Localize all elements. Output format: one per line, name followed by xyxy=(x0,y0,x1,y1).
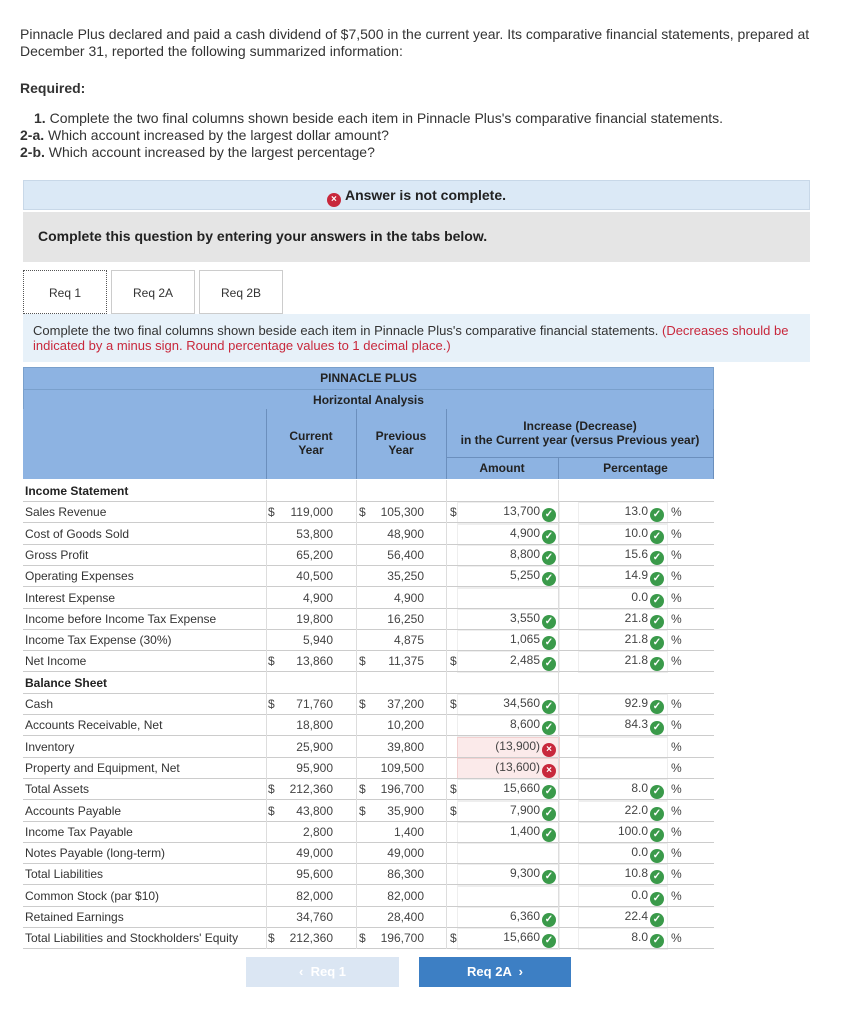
currency-sign: $ xyxy=(450,697,457,711)
amount-value: 4,900 xyxy=(509,526,540,540)
percentage-value: 21.8 xyxy=(624,611,648,625)
table-row xyxy=(23,757,714,778)
chevron-left-icon: ‹ xyxy=(299,964,304,979)
correct-icon: ✓ xyxy=(542,807,556,821)
amount-value: 13,700 xyxy=(503,504,540,518)
current-year-value: 95,600 xyxy=(296,867,333,881)
percent-sign: % xyxy=(671,548,682,562)
previous-year-value: 4,875 xyxy=(393,633,424,647)
percentage-value: 0.0 xyxy=(631,845,648,859)
currency-sign: $ xyxy=(359,505,366,519)
percentage-value: 21.8 xyxy=(624,632,648,646)
amount-value: 1,065 xyxy=(509,632,540,646)
correct-icon: ✓ xyxy=(650,849,664,863)
previous-year-value: 109,500 xyxy=(380,761,424,775)
panel-text: Complete this question by entering your answers in the tabs below. xyxy=(38,228,488,244)
current-year-value: 53,800 xyxy=(296,527,333,541)
currency-sign: $ xyxy=(359,654,366,668)
percentage-value: 10.8 xyxy=(624,866,648,880)
currency-sign: $ xyxy=(268,697,275,711)
banner-text: Answer is not complete. xyxy=(344,187,507,203)
column-divider xyxy=(558,480,559,949)
correct-icon: ✓ xyxy=(650,913,664,927)
previous-year-value: 56,400 xyxy=(387,548,424,562)
intro-text: Pinnacle Plus declared and paid a cash dividend of $7,500 in the current year. Its comparative financial statements, prepared at December 31, reported the following summarized information: xyxy=(20,26,810,59)
percent-sign: % xyxy=(671,846,682,860)
correct-icon: ✓ xyxy=(542,870,556,884)
percentage-value: 8.0 xyxy=(631,781,648,795)
instructions-panel xyxy=(23,212,810,262)
previous-year-value: 28,400 xyxy=(387,910,424,924)
row-label: Accounts Payable xyxy=(25,804,122,818)
currency-sign: $ xyxy=(450,804,457,818)
correct-icon: ✓ xyxy=(650,828,664,842)
currency-sign: $ xyxy=(450,654,457,668)
correct-icon: ✓ xyxy=(542,551,556,565)
amount-value: 15,660 xyxy=(503,930,540,944)
requirement-1: 1. Complete the two final columns shown beside each item in Pinnacle Plus's comparative financial statements. xyxy=(34,110,724,126)
percentage-value: 8.0 xyxy=(631,930,648,944)
amount-input[interactable] xyxy=(457,588,560,610)
row-label: Property and Equipment, Net xyxy=(25,761,180,775)
row-divider xyxy=(23,948,714,949)
current-year-value: 71,760 xyxy=(296,697,333,711)
currency-sign: $ xyxy=(359,931,366,945)
column-divider xyxy=(356,480,357,949)
currency-sign: $ xyxy=(268,804,275,818)
requirements-list xyxy=(20,110,723,161)
table-row xyxy=(23,693,714,714)
percent-sign: % xyxy=(671,591,682,605)
previous-year-value: 37,200 xyxy=(387,697,424,711)
previous-year-value: 10,200 xyxy=(387,718,424,732)
correct-icon: ✓ xyxy=(542,913,556,927)
correct-icon: ✓ xyxy=(650,892,664,906)
table-row xyxy=(23,565,714,586)
correct-icon: ✓ xyxy=(650,721,664,735)
percent-sign: % xyxy=(671,782,682,796)
previous-year-value: 35,900 xyxy=(387,804,424,818)
row-label: Income Statement xyxy=(25,484,129,498)
amount-input[interactable] xyxy=(457,843,560,865)
percentage-value: 13.0 xyxy=(624,504,648,518)
previous-year-value: 35,250 xyxy=(387,569,424,583)
amount-input[interactable] xyxy=(457,886,560,908)
previous-year-value: 105,300 xyxy=(380,505,424,519)
amount-value: 5,250 xyxy=(509,568,540,582)
row-label: Cost of Goods Sold xyxy=(25,527,130,541)
percent-sign: % xyxy=(671,654,682,668)
correct-icon: ✓ xyxy=(650,508,664,522)
row-label: Total Liabilities xyxy=(25,867,104,881)
currency-sign: $ xyxy=(268,505,275,519)
correct-icon: ✓ xyxy=(650,594,664,608)
table-row xyxy=(23,480,714,501)
table-row xyxy=(23,821,714,842)
column-header xyxy=(23,409,714,479)
column-divider xyxy=(266,480,267,949)
currency-sign: $ xyxy=(268,782,275,796)
amount-header: Amount xyxy=(479,461,525,475)
percentage-value: 0.0 xyxy=(631,590,648,604)
prev-button[interactable]: ‹ Req 1 xyxy=(246,957,399,987)
percent-sign: % xyxy=(671,633,682,647)
current-year-value: 5,940 xyxy=(302,633,333,647)
currency-sign: $ xyxy=(359,697,366,711)
percent-sign: % xyxy=(671,889,682,903)
requirement-2a: 2-a. Which account increased by the largest dollar amount? xyxy=(20,127,389,143)
requirement-2b: 2-b. Which account increased by the largest percentage? xyxy=(20,144,375,160)
previous-year-value: 39,800 xyxy=(387,740,424,754)
tab-req-1[interactable]: Req 1 xyxy=(23,270,107,314)
percentage-value: 0.0 xyxy=(631,888,648,902)
correct-icon: ✓ xyxy=(650,785,664,799)
row-label: Interest Expense xyxy=(25,591,116,605)
percent-sign: % xyxy=(671,612,682,626)
current-year-value: 2,800 xyxy=(302,825,333,839)
row-label: Net Income xyxy=(25,654,87,668)
current-year-value: 18,800 xyxy=(296,718,333,732)
current-year-header: Current Year xyxy=(289,429,333,457)
correct-icon: ✓ xyxy=(542,721,556,735)
table-title xyxy=(23,367,714,412)
correct-icon: ✓ xyxy=(650,934,664,948)
table-row xyxy=(23,927,714,948)
table-row xyxy=(23,800,714,821)
correct-icon: ✓ xyxy=(650,551,664,565)
percentage-input[interactable] xyxy=(578,737,668,759)
row-label: Total Assets xyxy=(25,782,90,796)
amount-value: 9,300 xyxy=(509,866,540,880)
amount-value: (13,600) xyxy=(495,760,540,774)
row-label: Accounts Receivable, Net xyxy=(25,718,163,732)
currency-sign: $ xyxy=(359,804,366,818)
percent-sign: % xyxy=(671,761,682,775)
current-year-value: 25,900 xyxy=(296,740,333,754)
table-row xyxy=(23,501,714,522)
correct-icon: ✓ xyxy=(542,636,556,650)
row-label: Inventory xyxy=(25,740,75,754)
correct-icon: ✓ xyxy=(650,807,664,821)
percentage-value: 84.3 xyxy=(624,717,648,731)
current-year-value: 34,760 xyxy=(296,910,333,924)
amount-value: 7,900 xyxy=(509,803,540,817)
amount-value: 2,485 xyxy=(509,653,540,667)
percentage-value: 10.0 xyxy=(624,526,648,540)
percentage-input[interactable] xyxy=(578,758,668,780)
percent-sign: % xyxy=(671,527,682,541)
row-label: Income before Income Tax Expense xyxy=(25,612,217,626)
previous-year-value: 48,900 xyxy=(387,527,424,541)
table-row xyxy=(23,714,714,735)
currency-sign: $ xyxy=(359,782,366,796)
previous-year-value: 11,375 xyxy=(388,654,424,668)
table-row xyxy=(23,608,714,629)
correct-icon: ✓ xyxy=(650,615,664,629)
current-year-value: 119,000 xyxy=(290,505,333,519)
percentage-value: 14.9 xyxy=(624,568,648,582)
correct-icon: ✓ xyxy=(650,700,664,714)
row-label: Income Tax Payable xyxy=(25,825,133,839)
table-row xyxy=(23,629,714,650)
previous-year-value: 4,900 xyxy=(393,591,424,605)
table-row xyxy=(23,736,714,757)
error-icon: × xyxy=(327,193,341,207)
percentage-value: 22.4 xyxy=(624,909,648,923)
previous-year-value: 196,700 xyxy=(380,931,424,945)
previous-year-value: 16,250 xyxy=(387,612,424,626)
table-row xyxy=(23,672,714,693)
correct-icon: ✓ xyxy=(650,657,664,671)
table-subtitle: Horizontal Analysis xyxy=(24,389,713,411)
current-year-value: 40,500 xyxy=(296,569,333,583)
table-row xyxy=(23,650,714,671)
table-row xyxy=(23,778,714,799)
percentage-value: 21.8 xyxy=(624,653,648,667)
current-year-value: 13,860 xyxy=(296,654,333,668)
table-row xyxy=(23,544,714,565)
row-label: Total Liabilities and Stockholders' Equity xyxy=(25,931,239,945)
percent-sign: % xyxy=(671,825,682,839)
company-name: PINNACLE PLUS xyxy=(320,371,417,385)
instruction-note: (Decreases should be indicated by a minus sign. Round percentage values to 1 decimal place.) xyxy=(33,323,789,353)
previous-year-value: 82,000 xyxy=(387,889,424,903)
chevron-right-icon: › xyxy=(518,964,523,979)
row-label: Income Tax Expense (30%) xyxy=(25,633,172,647)
percent-sign: % xyxy=(671,740,682,754)
row-label: Retained Earnings xyxy=(25,910,124,924)
required-heading: Required: xyxy=(20,80,86,96)
amount-value: 34,560 xyxy=(503,696,540,710)
currency-sign: $ xyxy=(450,931,457,945)
percentage-value: 15.6 xyxy=(624,547,648,561)
percent-sign: % xyxy=(671,931,682,945)
amount-value: 3,550 xyxy=(509,611,540,625)
percent-sign: % xyxy=(671,697,682,711)
previous-year-value: 86,300 xyxy=(387,867,424,881)
incorrect-icon: × xyxy=(542,764,556,778)
row-label: Notes Payable (long-term) xyxy=(25,846,166,860)
table-row xyxy=(23,863,714,884)
table-row xyxy=(23,523,714,544)
percentage-value: 22.0 xyxy=(624,803,648,817)
table-row xyxy=(23,587,714,608)
percentage-value: 100.0 xyxy=(617,824,648,838)
current-year-value: 43,800 xyxy=(296,804,333,818)
amount-value: 6,360 xyxy=(509,909,540,923)
currency-sign: $ xyxy=(268,931,275,945)
tab-req-2a[interactable]: Req 2A xyxy=(111,270,195,314)
correct-icon: ✓ xyxy=(542,530,556,544)
current-year-value: 82,000 xyxy=(296,889,333,903)
currency-sign: $ xyxy=(450,782,457,796)
amount-value: 8,800 xyxy=(509,547,540,561)
row-label: Common Stock (par $10) xyxy=(25,889,160,903)
percent-sign: % xyxy=(671,569,682,583)
row-label: Sales Revenue xyxy=(25,505,107,519)
current-year-value: 212,360 xyxy=(289,782,333,796)
percent-sign: % xyxy=(671,804,682,818)
correct-icon: ✓ xyxy=(542,785,556,799)
amount-value: 8,600 xyxy=(509,717,540,731)
tab-instruction: Complete the two final columns shown beside each item in Pinnacle Plus's comparative financial statements. (Decreases should be indicated by a minus sign. Round percentage values to 1 decimal place.) xyxy=(23,314,810,362)
correct-icon: ✓ xyxy=(650,572,664,586)
row-label: Balance Sheet xyxy=(25,676,108,690)
currency-sign: $ xyxy=(268,654,275,668)
incorrect-icon: × xyxy=(542,743,556,757)
correct-icon: ✓ xyxy=(542,657,556,671)
correct-icon: ✓ xyxy=(542,828,556,842)
correct-icon: ✓ xyxy=(542,934,556,948)
amount-value: 1,400 xyxy=(509,824,540,838)
percent-sign: % xyxy=(671,867,682,881)
table-row xyxy=(23,885,714,906)
column-divider xyxy=(446,480,447,949)
percentage-header: Percentage xyxy=(603,461,668,475)
previous-year-value: 196,700 xyxy=(380,782,424,796)
correct-icon: ✓ xyxy=(542,572,556,586)
previous-year-header: Previous Year xyxy=(375,429,427,457)
currency-sign: $ xyxy=(450,505,457,519)
row-label: Gross Profit xyxy=(25,548,89,562)
amount-value: 15,660 xyxy=(503,781,540,795)
correct-icon: ✓ xyxy=(542,700,556,714)
row-label: Cash xyxy=(25,697,54,711)
table-row xyxy=(23,842,714,863)
current-year-value: 19,800 xyxy=(296,612,333,626)
correct-icon: ✓ xyxy=(542,615,556,629)
current-year-value: 4,900 xyxy=(302,591,333,605)
previous-year-value: 1,400 xyxy=(393,825,424,839)
current-year-value: 49,000 xyxy=(296,846,333,860)
change-header: Increase (Decrease) in the Current year (versus Previous year) xyxy=(460,419,700,447)
next-button[interactable]: Req 2A › xyxy=(419,957,571,987)
correct-icon: ✓ xyxy=(650,636,664,650)
current-year-value: 95,900 xyxy=(296,761,333,775)
percent-sign: % xyxy=(671,718,682,732)
current-year-value: 65,200 xyxy=(296,548,333,562)
row-label: Operating Expenses xyxy=(25,569,134,583)
answer-status-banner xyxy=(23,180,810,210)
tab-req-2b[interactable]: Req 2B xyxy=(199,270,283,314)
correct-icon: ✓ xyxy=(650,870,664,884)
percentage-value: 92.9 xyxy=(624,696,648,710)
previous-year-value: 49,000 xyxy=(387,846,424,860)
table-row xyxy=(23,906,714,927)
amount-value: (13,900) xyxy=(495,739,540,753)
correct-icon: ✓ xyxy=(650,530,664,544)
percent-sign: % xyxy=(671,505,682,519)
correct-icon: ✓ xyxy=(542,508,556,522)
current-year-value: 212,360 xyxy=(289,931,333,945)
